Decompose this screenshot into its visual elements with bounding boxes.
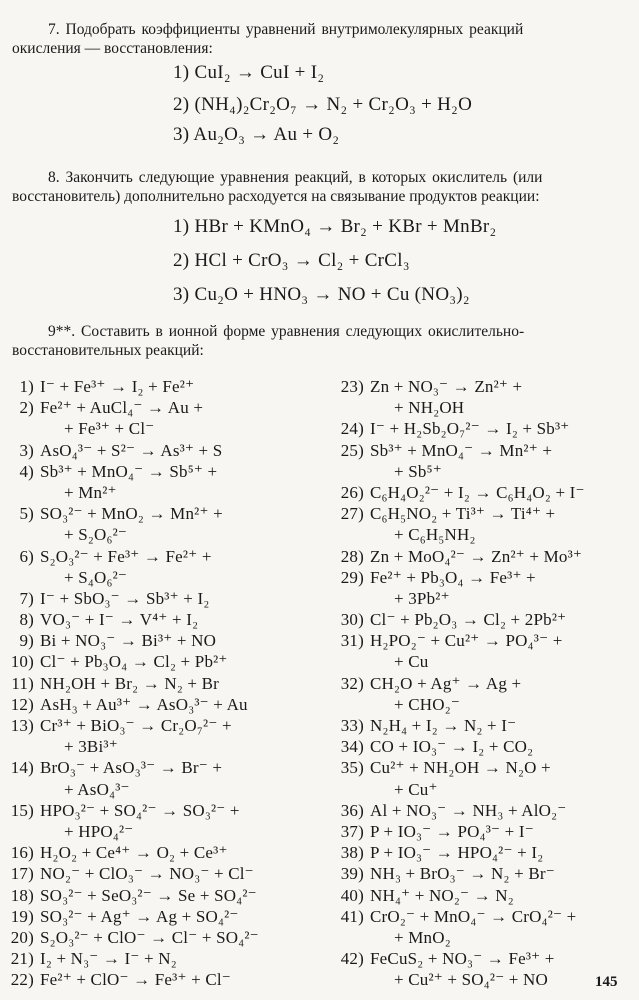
reaction-line bbox=[334, 546, 585, 567]
reaction-continuation bbox=[4, 524, 259, 545]
reaction-equation: + 3Pb²⁺ bbox=[394, 588, 450, 608]
reaction-line bbox=[4, 927, 259, 948]
reaction-number: 38) bbox=[340, 843, 364, 863]
reaction-equation: C₆H₄O₂²⁻ + I₂ → C₆H₄O₂ + I⁻ bbox=[370, 482, 585, 502]
reaction-equation: + S₄O₆²⁻ bbox=[64, 567, 128, 587]
reaction-equation: P + IO₃⁻ → PO₄³⁻ + I⁻ bbox=[370, 821, 534, 841]
reaction-line bbox=[4, 757, 259, 778]
reaction-equation: + AsO₄³⁻ bbox=[64, 779, 130, 799]
reaction-line bbox=[4, 715, 259, 736]
reaction-equation: Sb³⁺ + MnO₄⁻ → Mn²⁺ + bbox=[370, 440, 553, 460]
reaction-line bbox=[4, 651, 259, 672]
reaction-line bbox=[334, 842, 585, 863]
reaction-equation: + NH₂OH bbox=[394, 398, 465, 418]
reaction-line bbox=[334, 736, 585, 757]
reaction-number: 36) bbox=[340, 800, 364, 820]
reaction-line bbox=[334, 885, 585, 906]
reaction-equation: + Cu²⁺ + SO₄²⁻ + NO bbox=[394, 970, 549, 990]
task7-reaction-1: 1) CuI₂ → CuI + I₂ bbox=[173, 62, 325, 83]
reaction-equation: P + IO₃⁻ → HPO₄²⁻ + I₂ bbox=[370, 843, 544, 863]
reaction-line bbox=[334, 482, 585, 503]
reaction-equation: + HPO₄²⁻ bbox=[64, 821, 134, 841]
reaction-equation: + CHO₂⁻ bbox=[394, 694, 461, 714]
task8-line2: восстановитель) дополнительно расходуется на связывание продуктов реакции: bbox=[12, 188, 540, 205]
reaction-number: 32) bbox=[340, 673, 364, 693]
task9-line1: 9**. Составить в ионной форме уравнения следующих окислительно- bbox=[48, 323, 525, 340]
reaction-equation: + Sb⁵⁺ bbox=[394, 461, 442, 481]
reaction-number: 7) bbox=[19, 588, 34, 608]
reaction-equation: AsH₃ + Au³⁺ → AsO₃³⁻ + Au bbox=[40, 694, 248, 714]
reaction-line bbox=[334, 863, 585, 884]
reaction-number: 8) bbox=[19, 610, 34, 630]
reaction-equation: I⁻ + SbO₃⁻ → Sb³⁺ + I₂ bbox=[40, 588, 210, 608]
reaction-number: 20) bbox=[10, 927, 34, 947]
reaction-equation: + S₂O₆²⁻ bbox=[64, 525, 128, 545]
reaction-equation: + Fe³⁺ + Cl⁻ bbox=[64, 419, 155, 439]
reaction-continuation bbox=[4, 418, 259, 439]
reaction-number: 15) bbox=[10, 800, 34, 820]
reaction-line bbox=[334, 630, 585, 651]
reaction-number: 28) bbox=[340, 546, 364, 566]
reaction-number: 39) bbox=[340, 864, 364, 884]
reaction-equation: NO₂⁻ + ClO₃⁻ → NO₃⁻ + Cl⁻ bbox=[40, 864, 254, 884]
reaction-number: 19) bbox=[10, 906, 34, 926]
reaction-equation: + Mn²⁺ bbox=[64, 482, 117, 502]
reaction-equation: + MnO₂ bbox=[394, 927, 451, 947]
reaction-number: 33) bbox=[340, 716, 364, 735]
reaction-line bbox=[334, 567, 585, 588]
reaction-number: 11) bbox=[11, 673, 34, 693]
reaction-line bbox=[334, 673, 585, 694]
reaction-equation: I⁻ + Fe³⁺ → I₂ + Fe²⁺ bbox=[40, 377, 195, 396]
reaction-line bbox=[4, 863, 259, 884]
reaction-line bbox=[334, 948, 585, 969]
reaction-number: 12) bbox=[10, 694, 34, 714]
reaction-line bbox=[4, 885, 259, 906]
reaction-line bbox=[4, 800, 259, 821]
reaction-equation: Zn + MoO₄²⁻ → Zn²⁺ + Mo³⁺ bbox=[370, 546, 583, 566]
reaction-number: 9) bbox=[19, 631, 34, 651]
reaction-equation: H₂PO₂⁻ + Cu²⁺ → PO₄³⁻ + bbox=[370, 631, 563, 651]
reaction-line bbox=[4, 630, 259, 651]
reaction-equation: NH₂OH + Br₂ → N₂ + Br bbox=[40, 673, 220, 693]
reaction-equation: BrO₃⁻ + AsO₃³⁻ → Br⁻ + bbox=[40, 758, 223, 778]
reaction-equation: SO₃²⁻ + MnO₂ → Mn²⁺ + bbox=[40, 504, 223, 524]
reaction-equation: Sb³⁺ + MnO₄⁻ → Sb⁵⁺ + bbox=[40, 461, 218, 481]
reaction-line bbox=[4, 588, 259, 609]
reaction-equation: CrO₂⁻ + MnO₄⁻ → CrO₄²⁻ + bbox=[370, 906, 577, 926]
reaction-continuation bbox=[4, 779, 259, 800]
reaction-number: 42) bbox=[340, 949, 364, 969]
reaction-continuation bbox=[334, 927, 585, 948]
left-reaction-column bbox=[4, 376, 259, 990]
reaction-line bbox=[334, 418, 585, 439]
task9-text bbox=[0, 322, 639, 360]
reaction-number: 16) bbox=[10, 843, 34, 863]
task8-text bbox=[0, 168, 639, 206]
reaction-continuation bbox=[334, 969, 585, 990]
reaction-equation: C₆H₅NO₂ + Ti³⁺ → Ti⁴⁺ + bbox=[370, 504, 556, 524]
reaction-equation: Fe²⁺ + AuCl₄⁻ → Au + bbox=[40, 398, 204, 418]
right-reaction-column bbox=[334, 376, 585, 990]
reaction-equation: SO₃²⁻ + Ag⁺ → Ag + SO₄²⁻ bbox=[40, 906, 239, 926]
reaction-line bbox=[4, 397, 259, 418]
reaction-continuation bbox=[4, 567, 259, 588]
task7-line2: окисления — восстановления: bbox=[12, 40, 213, 57]
reaction-continuation bbox=[334, 524, 585, 545]
reaction-equation: H₂O₂ + Ce⁴⁺ → O₂ + Ce³⁺ bbox=[40, 843, 228, 863]
reaction-equation: NH₃ + BrO₃⁻ → N₂ + Br⁻ bbox=[370, 864, 555, 884]
reaction-line bbox=[334, 800, 585, 821]
reaction-number: 34) bbox=[340, 737, 364, 757]
reaction-line bbox=[334, 906, 585, 927]
reaction-line bbox=[4, 969, 259, 990]
reaction-line bbox=[334, 821, 585, 842]
reaction-line bbox=[4, 461, 259, 482]
reaction-equation: + C₆H₅NH₂ bbox=[394, 525, 476, 545]
task8-line1: 8. Закончить следующие уравнения реакций, в которых окислитель (или bbox=[48, 169, 543, 186]
reaction-equation: NH₄⁺ + NO₂⁻ → N₂ bbox=[370, 885, 514, 905]
task8-reaction-1: 1) HBr + KMnO₄ → Br₂ + KBr + MnBr₂ bbox=[173, 216, 497, 237]
reaction-equation: S₂O₃²⁻ + Fe³⁺ → Fe²⁺ + bbox=[40, 546, 212, 566]
reaction-line bbox=[334, 376, 585, 397]
reaction-number: 21) bbox=[10, 949, 34, 969]
reaction-equation: Cl⁻ + Pb₂O₃ → Cl₂ + 2Pb²⁺ bbox=[370, 610, 567, 630]
reaction-continuation bbox=[4, 482, 259, 503]
reaction-line bbox=[4, 503, 259, 524]
reaction-equation: Al + NO₃⁻ → NH₃ + AlO₂⁻ bbox=[370, 800, 567, 820]
reaction-number: 2) bbox=[19, 398, 34, 418]
reaction-number: 6) bbox=[19, 546, 34, 566]
reaction-number: 26) bbox=[340, 482, 364, 502]
reaction-continuation bbox=[334, 397, 585, 418]
reaction-equation: S₂O₃²⁻ + ClO⁻ → Cl⁻ + SO₄²⁻ bbox=[40, 927, 259, 947]
reaction-number: 18) bbox=[10, 885, 34, 905]
reaction-equation: + 3Bi³⁺ bbox=[64, 737, 118, 757]
reaction-equation: Bi + NO₃⁻ → Bi³⁺ + NO bbox=[40, 631, 217, 651]
reaction-number: 5) bbox=[19, 504, 34, 524]
reaction-continuation bbox=[4, 821, 259, 842]
reaction-equation: VO₃⁻ + I⁻ → V⁴⁺ + I₂ bbox=[40, 610, 199, 630]
reaction-number: 1) bbox=[19, 377, 34, 396]
reaction-continuation bbox=[334, 461, 585, 482]
reaction-equation: Cr³⁺ + BiO₃⁻ → Cr₂O₇²⁻ + bbox=[40, 716, 232, 735]
reaction-continuation bbox=[4, 736, 259, 757]
reaction-equation: I₂ + N₃⁻ → I⁻ + N₂ bbox=[40, 949, 177, 969]
reaction-number: 40) bbox=[340, 885, 364, 905]
reaction-line bbox=[334, 757, 585, 778]
reaction-line bbox=[334, 609, 585, 630]
reaction-equation: Cl⁻ + Pb₃O₄ → Cl₂ + Pb²⁺ bbox=[40, 652, 228, 672]
reaction-number: 29) bbox=[340, 567, 364, 587]
reaction-number: 41) bbox=[340, 906, 364, 926]
reaction-line bbox=[4, 440, 259, 461]
reaction-equation: AsO₄³⁻ + S²⁻ → As³⁺ + S bbox=[40, 440, 223, 460]
task7-reaction-2: 2) (NH₄)₂Cr₂O₇ → N₂ + Cr₂O₃ + H₂O bbox=[173, 94, 473, 115]
reaction-line bbox=[4, 609, 259, 630]
reaction-number: 30) bbox=[340, 610, 364, 630]
reaction-equation: CO + IO₃⁻ → I₂ + CO₂ bbox=[370, 737, 534, 757]
reaction-line bbox=[4, 546, 259, 567]
reaction-equation: I⁻ + H₂Sb₂O₇²⁻ → I₂ + Sb³⁺ bbox=[370, 419, 570, 439]
reaction-number: 27) bbox=[340, 504, 364, 524]
reaction-equation: + Cu⁺ bbox=[394, 779, 438, 799]
reaction-line bbox=[334, 440, 585, 461]
reaction-equation: HPO₃²⁻ + SO₄²⁻ → SO₃²⁻ + bbox=[40, 800, 240, 820]
reaction-number: 10) bbox=[10, 652, 34, 672]
reaction-line bbox=[4, 842, 259, 863]
reaction-number: 31) bbox=[340, 631, 364, 651]
reaction-equation: Cu²⁺ + NH₂OH → N₂O + bbox=[370, 758, 551, 778]
reaction-equation: Zn + NO₃⁻ → Zn²⁺ + bbox=[370, 377, 523, 396]
reaction-number: 37) bbox=[340, 821, 364, 841]
reaction-line bbox=[4, 694, 259, 715]
reaction-number: 13) bbox=[10, 716, 34, 735]
reaction-line bbox=[4, 673, 259, 694]
reaction-equation: + Cu bbox=[394, 652, 429, 672]
page-number: 145 bbox=[595, 974, 618, 990]
task9-line2: восстановительных реакций: bbox=[12, 342, 204, 359]
reaction-number: 23) bbox=[340, 377, 364, 396]
reaction-equation: N₂H₄ + I₂ → N₂ + I⁻ bbox=[370, 716, 517, 735]
reaction-continuation bbox=[334, 651, 585, 672]
reaction-number: 17) bbox=[10, 864, 34, 884]
reaction-number: 22) bbox=[10, 970, 34, 990]
reaction-line bbox=[334, 503, 585, 524]
reaction-line bbox=[334, 715, 585, 736]
reaction-continuation bbox=[334, 588, 585, 609]
task7-text bbox=[0, 20, 639, 58]
task7-reaction-3: 3) Au₂O₃ → Au + O₂ bbox=[173, 124, 340, 145]
reaction-line bbox=[4, 906, 259, 927]
task8-reaction-2: 2) HCl + CrO₃ → Cl₂ + CrCl₃ bbox=[173, 250, 410, 271]
task8-reaction-3: 3) Cu₂O + HNO₃ → NO + Cu (NO₃)₂ bbox=[173, 284, 470, 305]
reaction-number: 35) bbox=[340, 758, 364, 778]
reaction-number: 4) bbox=[19, 461, 34, 481]
reaction-continuation bbox=[334, 779, 585, 800]
reaction-equation: FeCuS₂ + NO₃⁻ → Fe³⁺ + bbox=[370, 949, 555, 969]
reaction-equation: Fe²⁺ + ClO⁻ → Fe³⁺ + Cl⁻ bbox=[40, 970, 231, 990]
reaction-line bbox=[4, 376, 259, 397]
reaction-equation: CH₂O + Ag⁺ → Ag + bbox=[370, 673, 522, 693]
reaction-equation: Fe²⁺ + Pb₃O₄ → Fe³⁺ + bbox=[370, 567, 536, 587]
reaction-number: 25) bbox=[340, 440, 364, 460]
reaction-continuation bbox=[334, 694, 585, 715]
reaction-number: 14) bbox=[10, 758, 34, 778]
task7-line1: 7. Подобрать коэффициенты уравнений внутримолекулярных реакций bbox=[48, 21, 524, 38]
reaction-line bbox=[4, 948, 259, 969]
reaction-number: 3) bbox=[19, 440, 34, 460]
reaction-equation: SO₃²⁻ + SeO₃²⁻ → Se + SO₄²⁻ bbox=[40, 885, 257, 905]
reaction-number: 24) bbox=[340, 419, 364, 439]
